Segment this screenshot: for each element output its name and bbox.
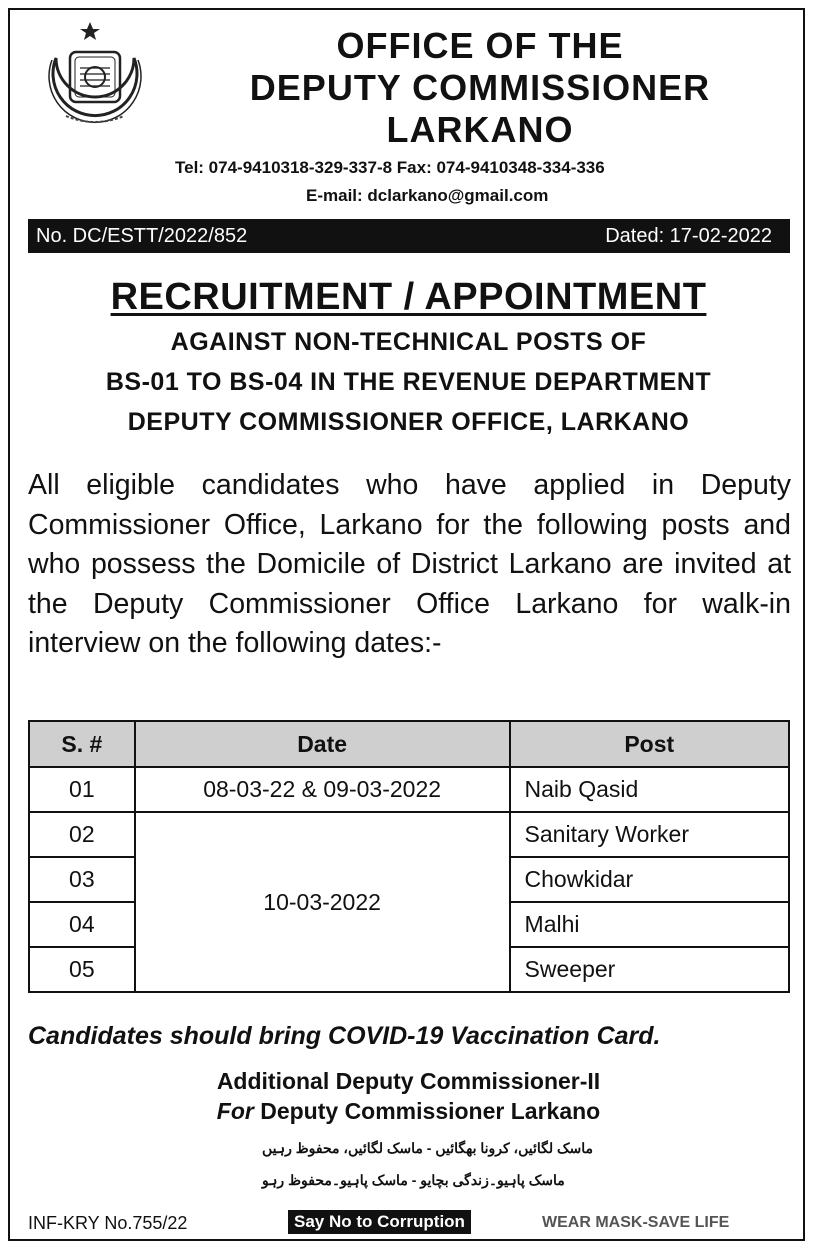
urdu-slogan-2: ماسک پاہیو۔زندگی بچایو - ماسک پاہیو۔محفوظ رہو <box>262 1172 565 1188</box>
post-cell: Naib Qasid <box>510 767 789 812</box>
notice-subtitle-2: BS-01 TO BS-04 IN THE REVENUE DEPARTMENT <box>105 368 712 396</box>
reference-bar <box>28 219 790 253</box>
wear-mask-slogan: WEAR MASK-SAVE LIFE <box>542 1214 730 1231</box>
date-cell: 10-03-2022 <box>135 812 510 992</box>
signatory-title: Additional Deputy Commissioner-II <box>216 1068 601 1094</box>
serial-cell: 04 <box>29 902 135 947</box>
header-serial: S. # <box>29 721 135 767</box>
table-row <box>29 767 789 812</box>
serial-cell: 01 <box>29 767 135 812</box>
reference-number: No. DC/ESTT/2022/852 <box>36 225 248 247</box>
vaccination-note: Candidates should bring COVID-19 Vaccination Card. <box>28 1022 661 1050</box>
government-seal-icon <box>36 18 154 136</box>
for-word: For <box>216 1098 254 1124</box>
interview-schedule-table <box>28 720 790 993</box>
table-row <box>29 812 789 857</box>
header-post: Post <box>510 721 789 767</box>
notice-body: All eligible candidates who have applied in Deputy Commissioner Office, Larkano for the following posts and who possess the Domicile of District Larkano are invited at the Deputy Commissioner Office Larkano for walk-in interview on the following dates:- <box>28 469 791 659</box>
serial-cell: 05 <box>29 947 135 992</box>
contact-numbers: Tel: 074-9410318-329-337-8 Fax: 074-9410348-334-336 <box>175 158 605 177</box>
signatory-office: Deputy Commissioner Larkano <box>260 1098 601 1124</box>
notice-subtitle-3: DEPUTY COMMISSIONER OFFICE, LARKANO <box>127 408 690 436</box>
notice-subtitle-1: AGAINST NON-TECHNICAL POSTS OF <box>170 328 647 356</box>
office-title-line2: DEPUTY COMMISSIONER <box>249 67 711 108</box>
office-title-line3: LARKANO <box>386 109 574 150</box>
table-header-row <box>29 721 789 767</box>
post-cell: Chowkidar <box>510 857 789 902</box>
office-title-line1: OFFICE OF THE <box>336 25 624 66</box>
inf-number: INF-KRY No.755/22 <box>28 1213 188 1233</box>
header-date: Date <box>135 721 510 767</box>
date-cell: 08-03-22 & 09-03-2022 <box>135 767 510 812</box>
post-cell: Malhi <box>510 902 789 947</box>
notice-title: RECRUITMENT / APPOINTMENT <box>110 276 707 318</box>
serial-cell: 02 <box>29 812 135 857</box>
signatory-for-line <box>0 1098 817 1125</box>
serial-cell: 03 <box>29 857 135 902</box>
post-cell: Sanitary Worker <box>510 812 789 857</box>
urdu-slogan-1: ماسک لگائیں، کرونا بھگائیں - ماسک لگائیں، محفوظ رہیں <box>262 1140 594 1156</box>
post-cell: Sweeper <box>510 947 789 992</box>
email-address: E-mail: dclarkano@gmail.com <box>306 186 549 205</box>
reference-date: Dated: 17-02-2022 <box>605 225 772 247</box>
say-no-to-corruption-badge: Say No to Corruption <box>288 1210 471 1234</box>
